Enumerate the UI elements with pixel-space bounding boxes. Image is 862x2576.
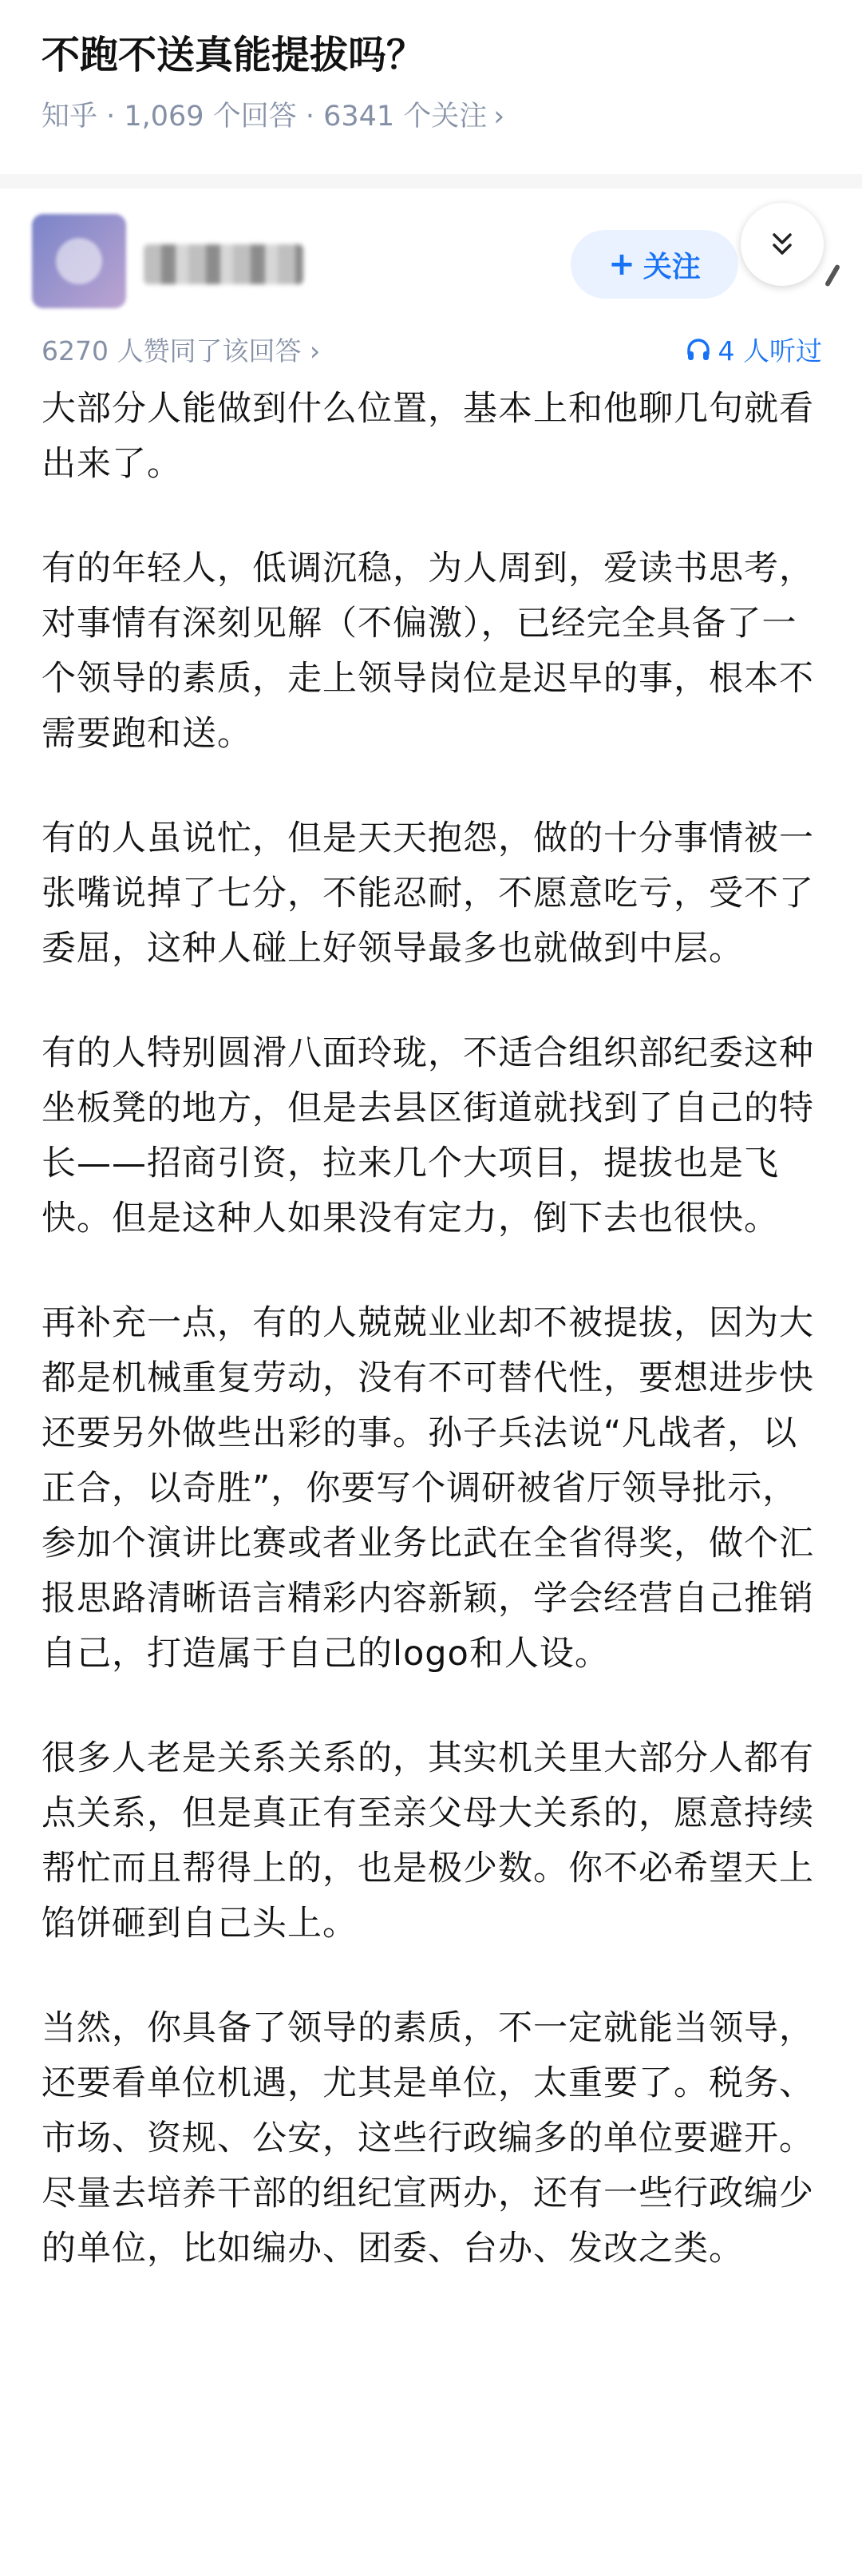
question-header [0,0,862,174]
answer-paragraph: 有的年轻人，低调沉稳，为人周到，爱读书思考，对事情有深刻见解（不偏激），已经完全具备了一个领导的素质，走上领导岗位是迟早的事，根本不需要跑和送。 [42,549,814,754]
upvote-count-text: 6270 人赞同了该回答 [42,335,302,367]
avatar[interactable] [32,214,126,308]
answer-paragraph: 大部分人能做到什么位置，基本上和他聊几句就看出来了。 [42,389,814,484]
edge-mark [824,264,840,287]
headphones-icon [685,336,712,363]
plus-icon: + [608,246,635,283]
double-chevron-down-icon [766,228,798,260]
answer-body [42,382,832,2326]
answer-paragraph: 有的人特别圆滑八面玲珑，不适合组织部纪委这种坐板凳的地方，但是去县区街道就找到了自己的特长——招商引资，拉来几个大项目，提拔也是飞快。但是这种人如果没有定力，倒下去也很快。 [42,1033,814,1238]
upvote-count[interactable] [42,331,320,368]
section-divider [0,174,862,188]
author-name[interactable] [144,244,303,284]
answer-paragraph: 当然，你具备了领导的素质，不一定就能当领导，还要看单位机遇，尤其是单位，太重要了。税务、市场、资规、公安，这些行政编多的单位要避开。尽量去培养干部的组纪宣两办，还有一些行政编少的单位，比如编办、团委、台办、发改之类。 [42,2008,814,2269]
collapse-button[interactable] [741,203,824,286]
stats-row [0,324,862,380]
answer-paragraph: 很多人老是关系关系的，其实机关里大部分人都有点关系，但是真正有至亲父母大关系的，愿意持续帮忙而且帮得上的，也是极少数。你不必希望天上馅饼砸到自己头上。 [42,1738,814,1944]
follow-button[interactable] [571,230,738,299]
question-meta[interactable] [42,94,504,134]
chevron-right-icon: › [493,101,505,133]
listen-count[interactable] [685,331,823,368]
question-title[interactable]: 不跑不送真能提拔吗？ [42,33,425,77]
listen-count-text: 4 人听过 [718,335,822,367]
question-meta-text: 知乎 · 1,069 个回答 · 6341 个关注 [42,101,488,133]
follow-label: 关注 [643,250,701,283]
answer-paragraph: 有的人虽说忙，但是天天抱怨，做的十分事情被一张嘴说掉了七分，不能忍耐，不愿意吃亏，受不了委屈，这种人碰上好领导最多也就做到中层。 [42,818,814,969]
chevron-right-icon: › [309,335,321,367]
author-row [0,188,862,324]
answer-paragraph: 再补充一点，有的人兢兢业业却不被提拔，因为大都是机械重复劳动，没有不可替代性，要想进步快还要另外做些出彩的事。孙子兵法说“凡战者，以正合，以奇胜”，你要写个调研被省厅领导批示，参加个演讲比赛或者业务比武在全省得奖，做个汇报思路清晰语言精彩内容新颖，学会经营自己推销自己，打造属于自己的logo和人设。 [42,1303,814,1674]
